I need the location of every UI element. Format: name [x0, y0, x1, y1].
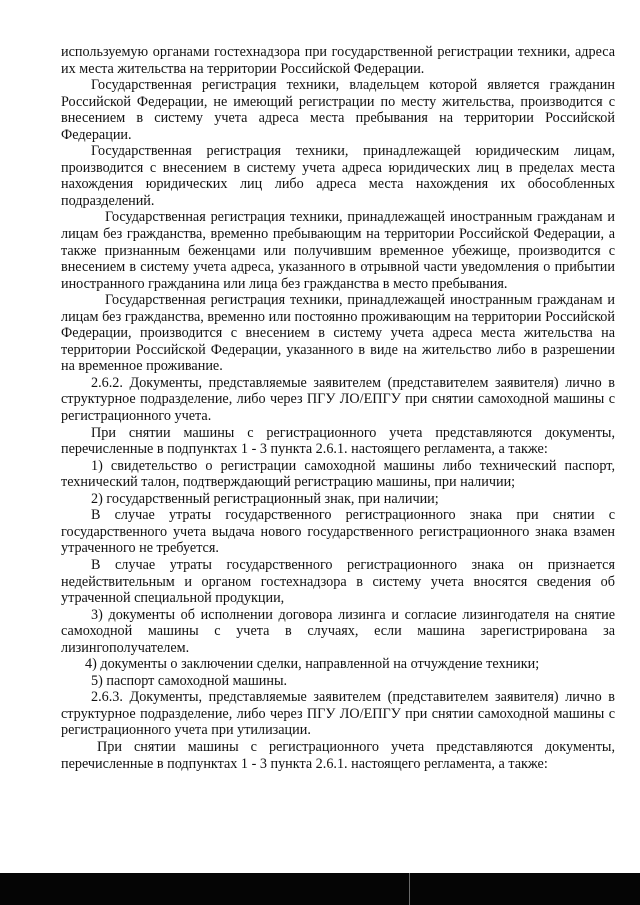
paragraph-citizen-no-registration: Государственная регистрация техники, владельцем которой является гражданин Российской Федерации, не имеющий регистрации по месту жительства, производится с внесением в систему учета адреса места пребывания на территории Российской Федерации. [61, 77, 615, 143]
paragraph-lost-plate-no-reissue: В случае утраты государственного регистрационного знака при снятии с государственного учета выдача нового государственного регистрационного знака взамен утраченного не требуется. [61, 507, 615, 557]
scan-bottom-bar [0, 873, 640, 905]
paragraph-deregistration-documents: При снятии машины с регистрационного учета представляются документы, перечисленные в подпунктах 1 - 3 пункта 2.6.1. настоящего регламента, а также: [61, 424, 615, 458]
scan-bar-seam [409, 873, 410, 905]
list-item-1-certificate: 1) свидетельство о регистрации самоходной машины либо технический паспорт, технический талон, подтверждающий регистрацию машины, при наличии; [61, 457, 615, 491]
paragraph-section-2-6-2: 2.6.2. Документы, представляемые заявителем (представителем заявителя) лично в структурное подразделение, либо через ПГУ ЛО/ЕПГУ при снятии самоходной машины с регистрационного учета. [61, 374, 615, 425]
list-item-5-passport: 5) паспорт самоходной машины. [91, 672, 288, 689]
paragraph-continuation: используемую органами гостехнадзора при государственной регистрации техники, адреса их места жительства на территории Российской Федерации. [61, 44, 615, 77]
paragraph-foreign-temporary: Государственная регистрация техники, принадлежащей иностранным гражданам и лицам без гражданства, временно пребывающим на территории Российской Федерации, а также признанным беженцами или получившим временное убежище, производится с внесением в систему учета адреса, указанного в отрывной части уведомления о прибытии иностранного гражданина или лица без гражданства в место пребывания. [61, 209, 615, 292]
document-page-text [61, 44, 615, 772]
paragraph-legal-entities: Государственная регистрация техники, принадлежащей юридическим лицам, производится с внесением в систему учета адреса юридических лиц в пределах места нахождения юридических лиц либо адреса места нахождения их обособленных подразделений. [61, 143, 615, 209]
paragraph-section-2-6-3: 2.6.3. Документы, представляемые заявителем (представителем заявителя) лично в структурное подразделение, либо через ПГУ ЛО/ЕПГУ при снятии самоходной машины с регистрационного учета при утилизации. [61, 689, 615, 739]
list-item-4-transaction: 4) документы о заключении сделки, направленной на отчуждение техники; [85, 656, 540, 673]
paragraph-lost-plate-invalid: В случае утраты государственного регистрационного знака он признается недействительным и органом гостехнадзора в систему учета вносятся сведения об утраченной специальной продукции, [61, 556, 615, 607]
paragraph-foreign-residents: Государственная регистрация техники, принадлежащей иностранным гражданам и лицам без гражданства, временно или постоянно проживающим на территории Российской Федерации, производится с внесением в систему учета адреса места жительства на территории Российской Федерации, указанного в виде на жительство либо в разрешении на временное проживание. [61, 292, 615, 375]
paragraph-disposal-documents: При снятии машины с регистрационного учета представляются документы, перечисленные в подпунктах 1 - 3 пункта 2.6.1. настоящего регламента, а также: [61, 738, 615, 772]
list-item-3-leasing: 3) документы об исполнении договора лизинга и согласие лизингодателя на снятие самоходной машины с учета в случаях, если машина зарегистрирована за лизингополучателем. [61, 606, 615, 656]
list-item-2-plate: 2) государственный регистрационный знак, при наличии; [91, 490, 439, 507]
